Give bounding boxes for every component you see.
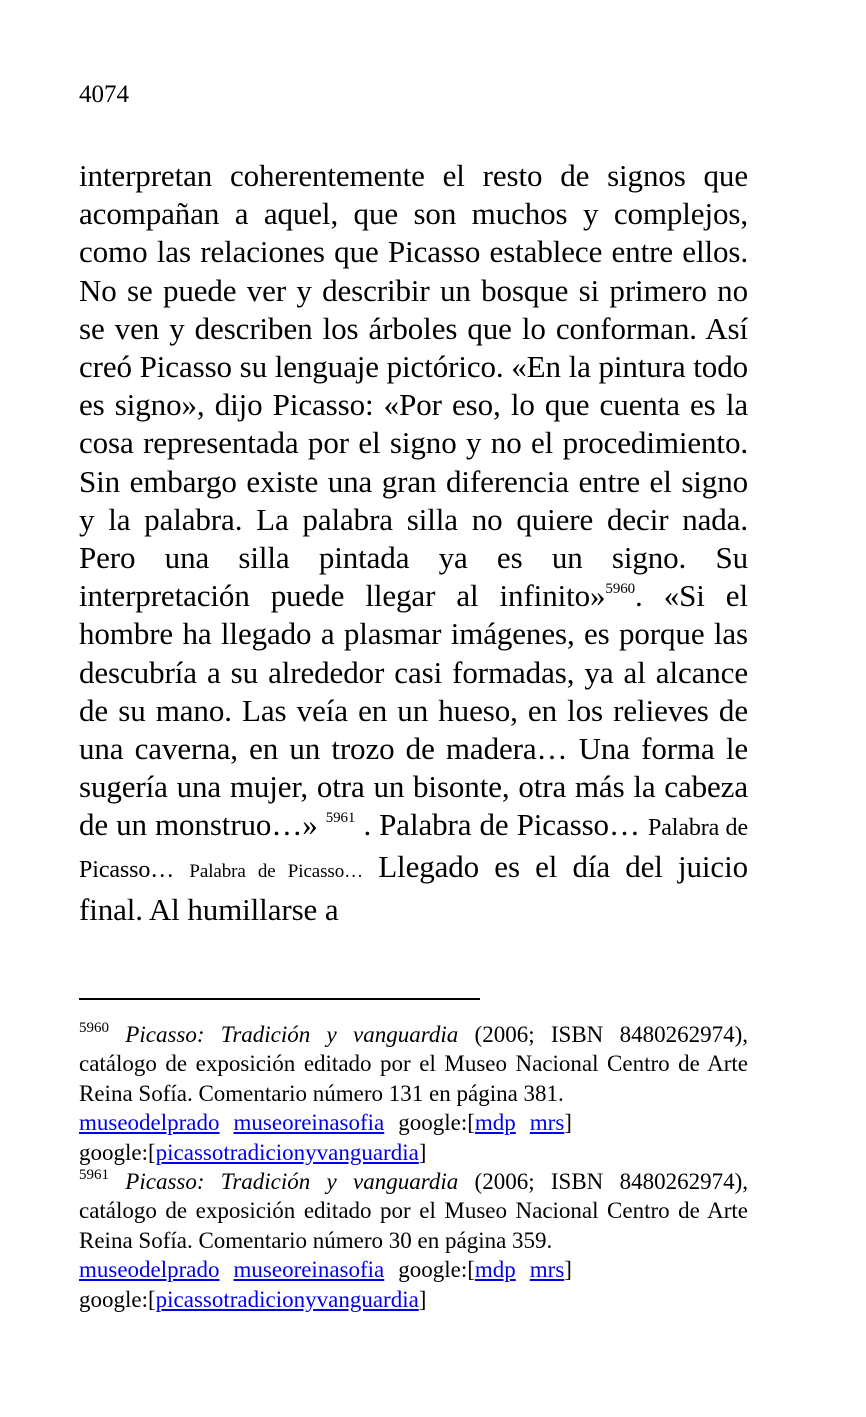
link-mdp[interactable]: mdp — [474, 1110, 516, 1136]
footnote-links — [79, 1285, 748, 1314]
link-museoreinasofia[interactable]: museoreinasofia — [233, 1110, 385, 1136]
link-museodelprado[interactable]: museodelprado — [79, 1257, 220, 1283]
echo-text-small: Palabra de Picasso… — [189, 860, 364, 882]
link-picassotradicionyvanguardia[interactable]: picassotradicionyvanguardia — [155, 1286, 419, 1312]
footnote-reference-5960[interactable]: 5960 — [605, 581, 636, 598]
footnote-mark: 5960 — [79, 1020, 109, 1036]
footnote-source-title: Picasso: Tradición y vanguardia — [125, 1169, 459, 1195]
body-text-part: Llegado es el día del juicio final. Al humillarse a — [79, 848, 748, 927]
google-prefix: google:[ — [398, 1110, 475, 1136]
link-mrs[interactable]: mrs — [529, 1257, 565, 1283]
footnotes-section — [79, 1020, 748, 1314]
footnote-source-details: (2006; ISBN 8480262974), catálogo de exposición editado por el Museo Nacional Centro de Arte Reina Sofía. Comentario número 131 en página 381. — [79, 1022, 748, 1106]
link-mdp[interactable]: mdp — [474, 1257, 516, 1283]
echo-text-medium: Palabra de Picasso… — [79, 815, 749, 883]
bracket-close: ] — [564, 1257, 572, 1283]
bracket-close: ] — [564, 1110, 572, 1136]
body-text-part: interpretan coherentemente el resto de signos que acompañan a aquel, que son muchos y complejos, como las relaciones que Picasso establece entre ellos. No se puede ver y describir un bosque si primero no se ven y describen los árboles que lo conforman. Así creó Picasso su lenguaje pictórico. «En la pintura todo es signo», dijo Picasso: «Por eso, lo que cuenta es la cosa representada por el signo y no el procedimiento. Sin embargo existe una gran diferencia entre el signo y la palabra. La palabra silla no quiere decir nada. Pero una silla pintada ya es un signo. Su interpretación puede llegar al infinito» — [79, 158, 748, 614]
footnote-source-title: Picasso: Tradición y vanguardia — [125, 1022, 459, 1047]
footnote-mark: 5961 — [79, 1167, 109, 1184]
body-text-part: . Palabra de Picasso… — [363, 807, 640, 843]
footnote-links — [79, 1108, 748, 1137]
footnote-links — [79, 1138, 748, 1167]
footnote-source-details: (2006; ISBN 8480262974), catálogo de exposición editado por el Museo Nacional Centro de Arte Reina Sofía. Comentario número 30 en página 359. — [79, 1169, 748, 1253]
footnote-separator — [79, 998, 480, 1000]
link-mrs[interactable]: mrs — [529, 1110, 565, 1136]
google-prefix: google:[ — [79, 1286, 156, 1312]
bracket-close: ] — [418, 1286, 427, 1312]
link-museoreinasofia[interactable]: museoreinasofia — [233, 1257, 385, 1283]
footnote-5961 — [79, 1167, 748, 1314]
footnote-links — [79, 1255, 748, 1284]
bracket-close: ] — [418, 1139, 427, 1165]
link-museodelprado[interactable]: museodelprado — [79, 1110, 220, 1136]
footnote-reference-5961[interactable]: 5961 — [325, 810, 356, 827]
footnote-5960 — [79, 1020, 748, 1167]
google-prefix: google:[ — [398, 1257, 475, 1283]
page-number: 4074 — [79, 81, 129, 108]
body-text-part: . «Si el hombre ha llegado a plasmar imágenes, es porque las descubría a su alrededor casi formadas, ya al alcance de su mano. Las veía en un hueso, en los relieves de una caverna, en un trozo de madera… Una forma le sugería una mujer, otra un bisonte, otra más la cabeza de un monstruo…» — [79, 578, 748, 843]
link-picassotradicionyvanguardia[interactable]: picassotradicionyvanguardia — [155, 1139, 419, 1165]
google-prefix: google:[ — [79, 1139, 156, 1165]
body-paragraph — [79, 157, 748, 929]
